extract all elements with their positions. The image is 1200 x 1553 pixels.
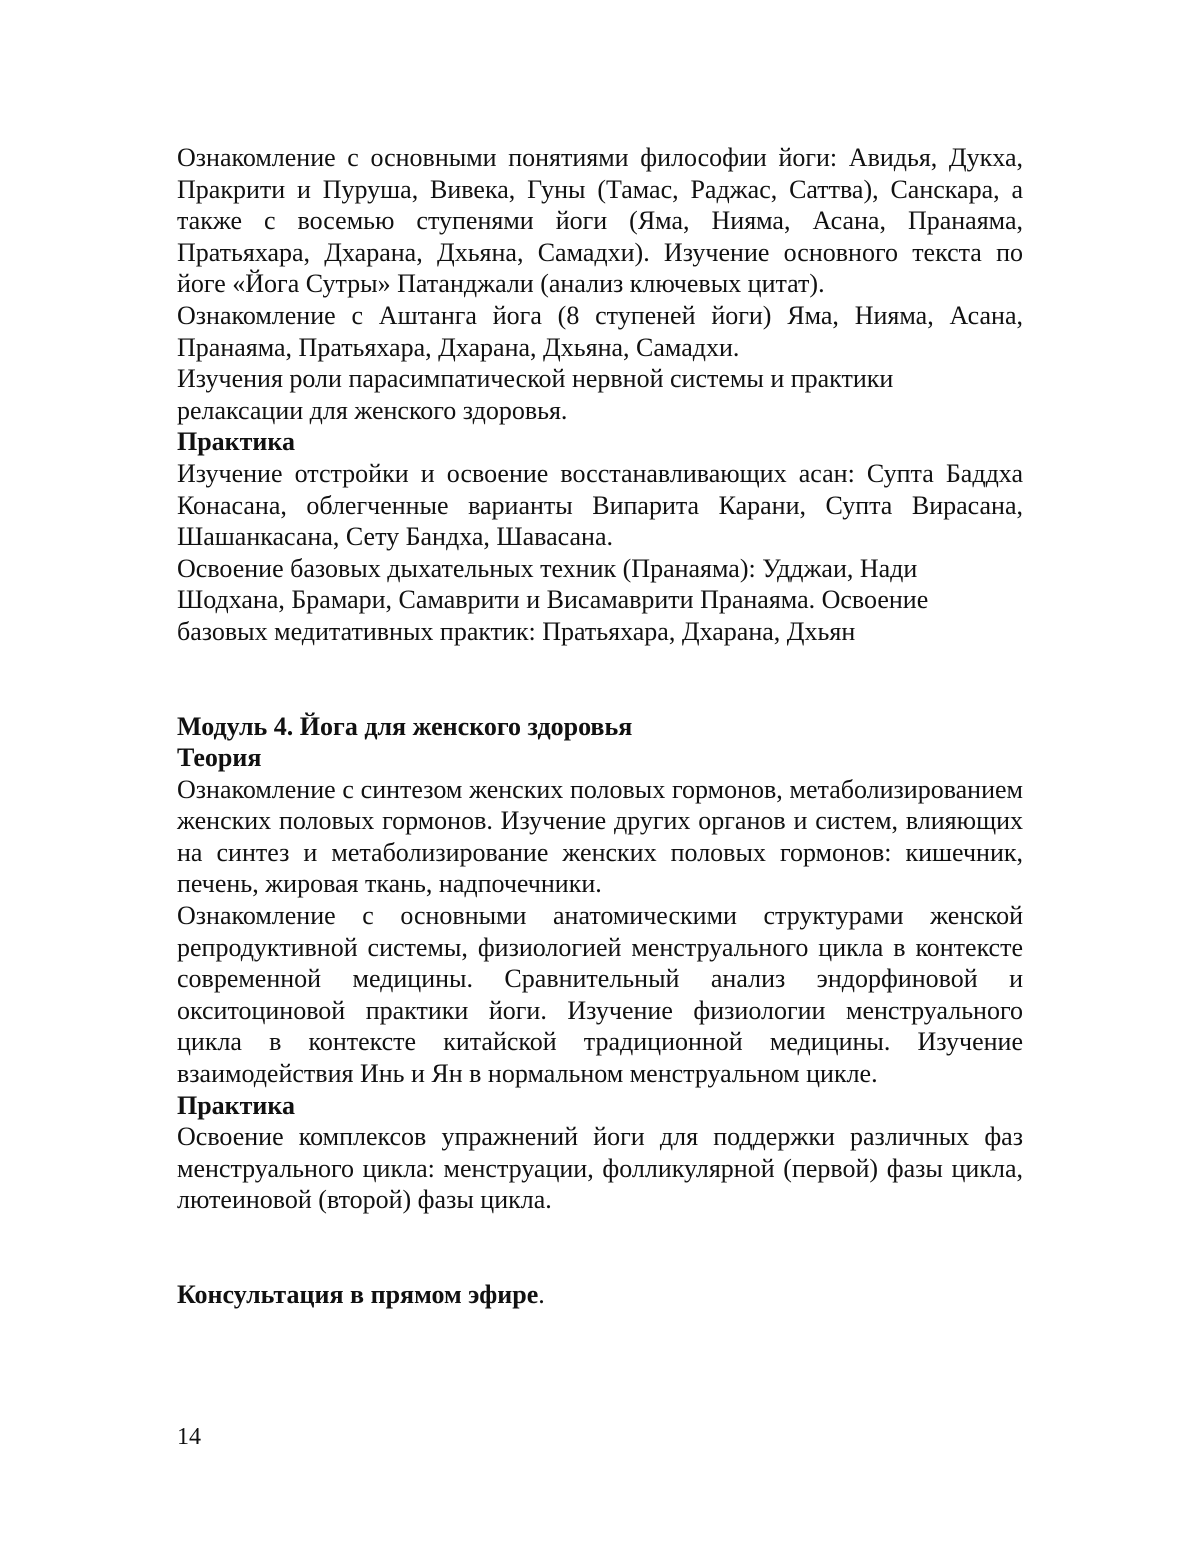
pranayama-paragraph: Освоение базовых дыхательных техник (Пранаяма): Удджаи, Нади Шодхана, Брамари, Самаврити и Висамаврити Пранаяма. Освоение базовых медитативных практик: Пратьяхара, Дхарана, Дхьян xyxy=(177,553,929,646)
spacer xyxy=(177,648,1023,711)
consultation-period: . xyxy=(538,1280,545,1309)
cycle-practice-paragraph: Освоение комплексов упражнений йоги для поддержки различных фаз менструального цикла: менструации, фолликулярной (первой) фазы цикла, лютеиновой (второй) фазы цикла. xyxy=(177,1122,1023,1215)
consultation-line xyxy=(177,1279,1023,1311)
module-heading: Модуль 4. Йога для женского здоровья xyxy=(177,711,633,741)
theory-heading: Теория xyxy=(177,743,262,773)
practice-heading: Практика xyxy=(177,427,296,457)
asanas-paragraph: Изучение отстройки и освоение восстанавливающих асан: Супта Баддха Конасана, облегченные варианты Випарита Карани, Супта Вирасана, Шашанкасана, Сету Бандха, Шавасана. xyxy=(177,458,1023,552)
spacer xyxy=(177,1216,1023,1279)
ashtanga-paragraph: Ознакомление с Аштанга йога (8 ступеней йоги) Яма, Нияма, Асана, Пранаяма, Пратьяхара, Дхарана, Дхьяна, Самадхи. xyxy=(177,300,1023,362)
module-practice-heading: Практика xyxy=(177,1090,296,1120)
parasympathetic-paragraph: Изучения роли парасимпатической нервной системы и практики релаксации для женского здоровья. xyxy=(177,364,894,425)
page-number: 14 xyxy=(177,1424,201,1450)
page-content xyxy=(177,142,1023,1311)
anatomy-paragraph: Ознакомление с основными анатомическими структурами женской репродуктивной системы, физиологией менструального цикла в контексте современной медицины. Сравнительный анализ эндорфиновой и окситоциновой практики йоги. Изучение физиологии менструального цикла в контексте китайской традиционной медицины. Изучение взаимодействия Инь и Ян в нормальном менструальном цикле. xyxy=(177,901,1023,1089)
consultation-label: Консультация в прямом эфире xyxy=(177,1280,539,1309)
philosophy-paragraph: Ознакомление с основными понятиями философии йоги: Авидья, Дукха, Пракрити и Пуруша, Вивека, Гуны (Тамас, Раджас, Саттва), Санскара, а также с восемью ступенями йоги (Яма, Нияма, Асана, Пранаяма, Пратьяхара, Дхарана, Дхьяна, Самадхи). Изучение основного текста по йоге «Йога Сутры» Патанджали (анализ ключевых цитат). xyxy=(177,143,1023,299)
hormones-paragraph: Ознакомление с синтезом женских половых гормонов, метаболизированием женских половых гормонов. Изучение других органов и систем, влияющих на синтез и метаболизирование женских половых гормонов: кишечник, печень, жировая ткань, надпочечники. xyxy=(177,774,1023,899)
